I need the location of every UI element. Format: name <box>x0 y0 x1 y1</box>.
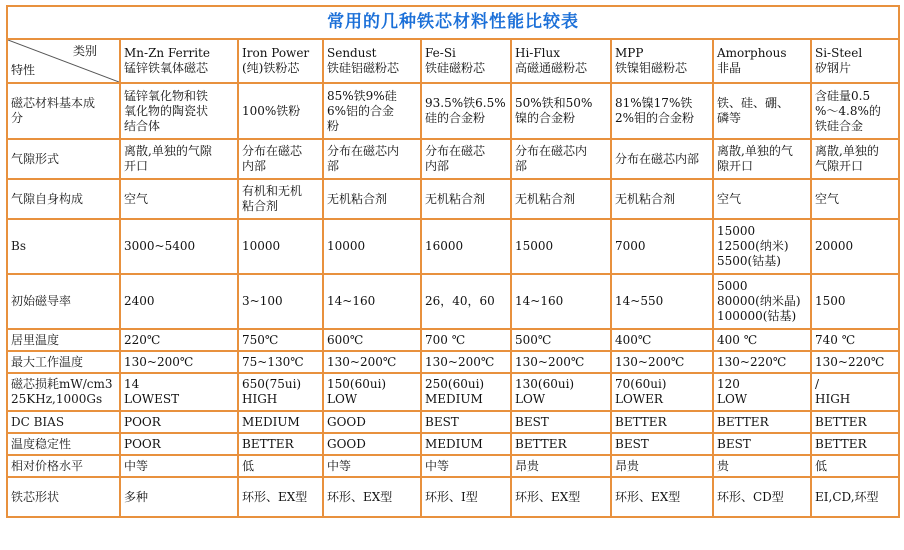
table-cell <box>611 455 713 477</box>
row-header-line: 25KHz,1000Gs <box>11 392 103 406</box>
table-cell <box>421 274 511 329</box>
table-cell <box>713 433 811 455</box>
row-header <box>7 83 120 139</box>
cell-text-line: 15000 <box>515 239 554 253</box>
corner-header-cell <box>7 39 120 83</box>
row-header <box>7 351 120 373</box>
cell-text-line: 铁硅合金 <box>815 118 864 133</box>
table-cell <box>421 179 511 219</box>
table-cell <box>511 411 611 433</box>
cell-text-line: 分布在磁芯 <box>242 144 303 158</box>
cell-text-line: 3~100 <box>242 294 283 308</box>
cell-text-line: 14~550 <box>615 294 664 308</box>
table-cell <box>120 139 238 179</box>
cell-text-line: 离散,单独的 <box>815 144 879 158</box>
column-header-name-en: MPP <box>615 46 644 60</box>
table-cell <box>421 477 511 517</box>
cell-text-line: 结合体 <box>124 118 161 133</box>
cell-text-line: BETTER <box>242 436 294 451</box>
row-header <box>7 139 120 179</box>
row-header-line: 铁芯形状 <box>11 489 60 504</box>
cell-text-line: 10000 <box>327 239 366 253</box>
cell-text-line: 环形、EX型 <box>327 489 393 504</box>
cell-text-line: 镍的合金粉 <box>515 111 576 125</box>
cell-text-line: LOWER <box>615 392 663 406</box>
column-header-name-cn: 铁硅磁粉芯 <box>425 61 486 75</box>
cell-text-line: 80000(纳米晶) <box>717 294 801 308</box>
table-cell <box>713 83 811 139</box>
table-cell <box>120 274 238 329</box>
table-cell <box>421 373 511 411</box>
column-header-name-cn: 锰锌铁氧体磁芯 <box>124 61 209 75</box>
cell-text-line: %～4.8%的 <box>815 103 881 118</box>
row-header-line: 初始磁导率 <box>11 294 72 308</box>
cell-text-line: 7000 <box>615 239 646 253</box>
row-header-line: DC BIAS <box>11 414 65 429</box>
table-cell <box>421 351 511 373</box>
row-header-line: 磁芯损耗mW/cm3 <box>11 377 113 391</box>
table-cell <box>713 411 811 433</box>
cell-text-line: 分布在磁芯内部 <box>615 151 700 166</box>
cell-text-line: EI,CD,环型 <box>815 489 879 504</box>
table-cell <box>238 83 323 139</box>
table-row <box>7 219 899 274</box>
cell-text-line: 130~200℃ <box>124 354 194 369</box>
cell-text-line: 5500(钴基) <box>717 254 781 268</box>
cell-text-line: MEDIUM <box>242 414 300 429</box>
cell-text-line: 空气 <box>815 191 840 206</box>
table-cell <box>238 179 323 219</box>
row-header-line: 分 <box>11 111 24 125</box>
column-header-name-en: Hi-Flux <box>515 46 561 60</box>
cell-text-line: 16000 <box>425 239 464 253</box>
cell-text-line: 粉 <box>327 118 340 133</box>
column-header-name-en: Sendust <box>327 46 377 60</box>
cell-text-line: 环形、EX型 <box>515 489 581 504</box>
cell-text-line: 70(60ui) <box>615 377 667 391</box>
table-cell <box>120 179 238 219</box>
table-cell <box>323 373 421 411</box>
column-header <box>713 39 811 83</box>
cell-text-line: BETTER <box>717 414 769 429</box>
cell-text-line: 无机粘合剂 <box>515 191 576 206</box>
table-row <box>7 139 899 179</box>
table-cell <box>511 455 611 477</box>
cell-text-line: 2400 <box>124 294 155 308</box>
cell-text-line: 93.5%铁6.5% <box>425 96 506 110</box>
table-cell <box>323 477 421 517</box>
row-header-line: 最大工作温度 <box>11 354 84 369</box>
row-header-line: 温度稳定性 <box>11 436 72 451</box>
row-header <box>7 373 120 411</box>
core-material-comparison-table <box>6 5 900 518</box>
table-cell <box>238 274 323 329</box>
table-row <box>7 329 899 351</box>
table-title: 常用的几种铁芯材料性能比较表 <box>7 6 899 39</box>
table-cell <box>238 411 323 433</box>
row-header <box>7 179 120 219</box>
cell-text-line: BEST <box>425 414 459 429</box>
column-header-name-en: Amorphous <box>717 46 787 60</box>
row-header-line: Bs <box>11 239 26 253</box>
row-header <box>7 219 120 274</box>
table-cell <box>238 433 323 455</box>
column-header-name-cn: 高磁通磁粉芯 <box>515 61 588 75</box>
cell-text-line: 中等 <box>124 458 149 473</box>
table-cell <box>713 219 811 274</box>
table-cell <box>611 329 713 351</box>
column-header-name-cn: 非晶 <box>717 61 742 75</box>
table-cell <box>511 373 611 411</box>
cell-text-line: 130~220℃ <box>717 354 787 369</box>
table-cell <box>421 455 511 477</box>
table-cell <box>713 477 811 517</box>
cell-text-line: BEST <box>615 436 649 451</box>
table-cell <box>811 83 899 139</box>
table-cell <box>511 139 611 179</box>
cell-text-line: 分布在磁芯内 <box>515 144 588 158</box>
table-cell <box>421 139 511 179</box>
table-cell <box>421 329 511 351</box>
table-cell <box>120 373 238 411</box>
table-cell <box>611 373 713 411</box>
table-cell <box>713 179 811 219</box>
cell-text-line: 开口 <box>124 159 149 173</box>
cell-text-line: 含硅量0.5 <box>815 88 871 103</box>
row-header-line: 居里温度 <box>11 332 60 347</box>
table-cell <box>511 477 611 517</box>
column-header-name-cn: 铁硅铝磁粉芯 <box>327 61 400 75</box>
comparison-table-wrapper <box>6 5 898 518</box>
table-cell <box>323 433 421 455</box>
table-cell <box>120 411 238 433</box>
table-cell <box>238 351 323 373</box>
cell-text-line: 1500 <box>815 294 846 308</box>
table-cell <box>611 477 713 517</box>
table-cell <box>238 139 323 179</box>
cell-text-line: 昂贵 <box>615 458 640 473</box>
table-row <box>7 351 899 373</box>
column-header <box>811 39 899 83</box>
cell-text-line: LOW <box>515 392 546 406</box>
row-header <box>7 455 120 477</box>
cell-text-line: 铁、硅、硼、 <box>717 96 790 110</box>
column-header-name-cn: 铁镍钼磁粉芯 <box>615 61 688 75</box>
table-row <box>7 411 899 433</box>
column-header-name-en: Si-Steel <box>815 46 863 60</box>
table-cell <box>713 274 811 329</box>
cell-text-line: 离散,单独的气隙 <box>124 144 212 158</box>
cell-text-line: 12500(纳米) <box>717 239 789 253</box>
corner-property-label: 特性 <box>11 63 36 77</box>
cell-text-line: 空气 <box>717 191 742 206</box>
table-cell <box>323 411 421 433</box>
cell-text-line: 离散,单独的气 <box>717 144 793 158</box>
table-cell <box>511 351 611 373</box>
cell-text-line: 低 <box>815 458 828 473</box>
cell-text-line: LOWEST <box>124 392 180 406</box>
cell-text-line: 分布在磁芯 <box>425 144 486 158</box>
table-cell <box>811 139 899 179</box>
cell-text-line: 有机和无机 <box>242 184 303 198</box>
table-cell <box>811 373 899 411</box>
row-header-line: 气隙自身构成 <box>11 191 84 206</box>
cell-text-line: 75~130℃ <box>242 354 304 369</box>
table-cell <box>421 83 511 139</box>
cell-text-line: 气隙开口 <box>815 159 864 173</box>
cell-text-line: 130~200℃ <box>615 354 685 369</box>
table-cell <box>511 179 611 219</box>
row-header <box>7 411 120 433</box>
cell-text-line: 5000 <box>717 279 748 293</box>
table-cell <box>511 274 611 329</box>
table-cell <box>238 373 323 411</box>
cell-text-line: 150(60ui) <box>327 377 387 391</box>
table-cell <box>611 139 713 179</box>
cell-text-line: 130~200℃ <box>515 354 585 369</box>
table-cell <box>713 329 811 351</box>
table-cell <box>238 219 323 274</box>
cell-text-line: 740 ℃ <box>815 332 856 347</box>
cell-text-line: 无机粘合剂 <box>327 191 388 206</box>
column-header-row <box>7 39 899 83</box>
cell-text-line: LOW <box>717 392 748 406</box>
cell-text-line: 500℃ <box>515 332 552 347</box>
cell-text-line: 100000(钴基) <box>717 309 797 323</box>
cell-text-line: 无机粘合剂 <box>425 191 486 206</box>
table-cell <box>120 455 238 477</box>
table-cell <box>323 139 421 179</box>
cell-text-line: BETTER <box>815 414 867 429</box>
table-cell <box>811 411 899 433</box>
cell-text-line: MEDIUM <box>425 392 483 406</box>
cell-text-line: 空气 <box>124 191 149 206</box>
column-header-name-cn: 矽钢片 <box>815 61 852 75</box>
cell-text-line: 85%铁9%硅 <box>327 88 397 103</box>
cell-text-line: 昂贵 <box>515 458 540 473</box>
cell-text-line: HIGH <box>815 392 851 406</box>
cell-text-line: 130~200℃ <box>327 354 397 369</box>
cell-text-line: 81%镍17%铁 <box>615 96 693 110</box>
row-header-line: 磁芯材料基本成 <box>11 96 96 110</box>
column-header-name-en: Iron Power <box>242 46 310 60</box>
column-header <box>323 39 421 83</box>
cell-text-line: 2%钼的合金粉 <box>615 111 695 125</box>
corner-category-label: 类别 <box>72 44 97 58</box>
table-cell <box>120 433 238 455</box>
table-cell <box>238 455 323 477</box>
table-cell <box>421 433 511 455</box>
table-cell <box>811 274 899 329</box>
cell-text-line: 分布在磁芯内 <box>327 144 400 158</box>
table-cell <box>811 433 899 455</box>
cell-text-line: 部 <box>515 159 528 173</box>
table-cell <box>323 455 421 477</box>
row-header <box>7 274 120 329</box>
table-cell <box>120 219 238 274</box>
cell-text-line: 环形、EX型 <box>615 489 681 504</box>
column-header-name-en: Mn-Zn Ferrite <box>124 46 210 60</box>
column-header <box>511 39 611 83</box>
table-cell <box>120 351 238 373</box>
cell-text-line: LOW <box>327 392 358 406</box>
cell-text-line: 多种 <box>124 489 149 504</box>
cell-text-line: 锰锌氧化物和铁 <box>124 88 209 103</box>
table-cell <box>323 351 421 373</box>
cell-text-line: BETTER <box>815 436 867 451</box>
cell-text-line: 贵 <box>717 458 730 473</box>
table-cell <box>120 83 238 139</box>
cell-text-line: 粘合剂 <box>242 199 279 213</box>
table-row <box>7 274 899 329</box>
row-header <box>7 477 120 517</box>
table-row <box>7 373 899 411</box>
cell-text-line: 6%铝的合金 <box>327 103 395 118</box>
cell-text-line: 14~160 <box>515 294 564 308</box>
cell-text-line: 120 <box>717 377 740 391</box>
table-row <box>7 433 899 455</box>
table-cell <box>611 83 713 139</box>
table-row <box>7 477 899 517</box>
table-cell <box>238 477 323 517</box>
cell-text-line: GOOD <box>327 414 366 429</box>
table-cell <box>611 351 713 373</box>
table-cell <box>323 83 421 139</box>
table-cell <box>713 455 811 477</box>
table-cell <box>811 351 899 373</box>
cell-text-line: 内部 <box>425 159 450 173</box>
table-cell <box>611 433 713 455</box>
cell-text-line: 硅的合金粉 <box>425 111 486 125</box>
cell-text-line: 130~220℃ <box>815 354 885 369</box>
row-header-line: 气隙形式 <box>11 151 60 166</box>
table-cell <box>611 274 713 329</box>
cell-text-line: 750℃ <box>242 332 279 347</box>
cell-text-line: 14~160 <box>327 294 376 308</box>
cell-text-line: 400℃ <box>615 332 652 347</box>
cell-text-line: 环形、I型 <box>425 489 478 504</box>
cell-text-line: 中等 <box>327 458 352 473</box>
table-cell <box>611 179 713 219</box>
cell-text-line: / <box>815 377 820 391</box>
cell-text-line: 400 ℃ <box>717 332 758 347</box>
table-cell <box>120 329 238 351</box>
column-header <box>611 39 713 83</box>
table-cell <box>323 179 421 219</box>
column-header <box>120 39 238 83</box>
column-header <box>238 39 323 83</box>
cell-text-line: GOOD <box>327 436 366 451</box>
table-cell <box>421 411 511 433</box>
cell-text-line: 220℃ <box>124 332 161 347</box>
column-header <box>421 39 511 83</box>
table-cell <box>811 477 899 517</box>
cell-text-line: POOR <box>124 414 161 429</box>
cell-text-line: POOR <box>124 436 161 451</box>
cell-text-line: BEST <box>717 436 751 451</box>
cell-text-line: 部 <box>327 159 340 173</box>
cell-text-line: BETTER <box>515 436 567 451</box>
table-cell <box>811 219 899 274</box>
row-header <box>7 329 120 351</box>
cell-text-line: 250(60ui) <box>425 377 485 391</box>
table-cell <box>511 83 611 139</box>
cell-text-line: 中等 <box>425 458 450 473</box>
cell-text-line: 磷等 <box>717 111 742 125</box>
cell-text-line: 50%铁和50% <box>515 96 593 110</box>
table-row <box>7 179 899 219</box>
table-cell <box>713 373 811 411</box>
table-cell <box>811 455 899 477</box>
cell-text-line: 10000 <box>242 239 281 253</box>
cell-text-line: 130~200℃ <box>425 354 495 369</box>
table-cell <box>611 411 713 433</box>
table-cell <box>323 219 421 274</box>
cell-text-line: 650(75ui) <box>242 377 302 391</box>
cell-text-line: MEDIUM <box>425 436 483 451</box>
cell-text-line: 3000~5400 <box>124 239 196 253</box>
cell-text-line: 130(60ui) <box>515 377 575 391</box>
cell-text-line: 100%铁粉 <box>242 103 301 118</box>
cell-text-line: 600℃ <box>327 332 364 347</box>
cell-text-line: 环形、CD型 <box>717 489 784 504</box>
table-cell <box>120 477 238 517</box>
cell-text-line: 氧化物的陶瓷状 <box>124 103 209 118</box>
table-cell <box>511 219 611 274</box>
column-header-name-cn: (纯)铁粉芯 <box>242 61 300 75</box>
cell-text-line: HIGH <box>242 392 278 406</box>
table-cell <box>811 329 899 351</box>
cell-text-line: 15000 <box>717 224 756 238</box>
table-cell <box>421 219 511 274</box>
table-cell <box>713 139 811 179</box>
table-cell <box>611 219 713 274</box>
table-row <box>7 455 899 477</box>
cell-text-line: 20000 <box>815 239 854 253</box>
cell-text-line: 内部 <box>242 159 267 173</box>
cell-text-line: BETTER <box>615 414 667 429</box>
row-header <box>7 433 120 455</box>
table-cell <box>713 351 811 373</box>
cell-text-line: 低 <box>242 458 255 473</box>
cell-text-line: 26，40，60 <box>425 294 495 308</box>
table-cell <box>811 179 899 219</box>
cell-text-line: 环形、EX型 <box>242 489 308 504</box>
table-body <box>7 83 899 517</box>
cell-text-line: 14 <box>124 377 140 391</box>
column-header-name-en: Fe-Si <box>425 46 456 60</box>
cell-text-line: BEST <box>515 414 549 429</box>
cell-text-line: 隙开口 <box>717 159 754 173</box>
table-cell <box>511 329 611 351</box>
table-cell <box>238 329 323 351</box>
table-cell <box>323 274 421 329</box>
table-cell <box>323 329 421 351</box>
table-cell <box>511 433 611 455</box>
cell-text-line: 700 ℃ <box>425 332 466 347</box>
cell-text-line: 无机粘合剂 <box>615 191 676 206</box>
row-header-line: 相对价格水平 <box>11 458 84 473</box>
table-row <box>7 83 899 139</box>
